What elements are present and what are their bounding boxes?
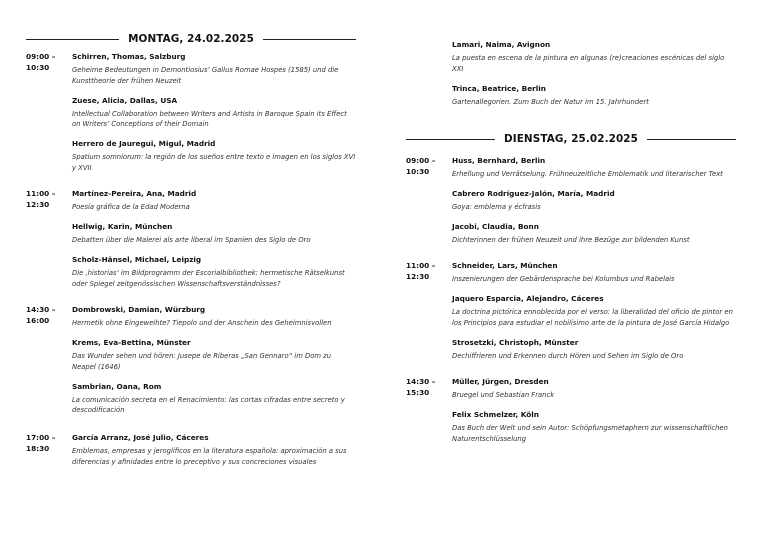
speaker-name: Scholz-Hänsel, Michael, Leipzig — [72, 255, 202, 264]
slot-time — [406, 377, 448, 398]
talk-entry — [452, 189, 736, 213]
slot-time — [406, 261, 448, 282]
talk-title: Poesía gráfica de la Edad Moderna — [72, 203, 190, 211]
talk-entry — [452, 338, 736, 362]
talk-title: La puesta en escena de la pintura en algunas (re)creaciones escénicas del siglo XXI — [452, 54, 725, 73]
talk-title: Das Wunder sehen und hören: Jusepe de Riberas „San Gennaro“ im Dom zu Neapel (1646) — [72, 352, 332, 371]
day-title: DIENSTAG, 25.02.2025 — [504, 133, 638, 145]
talk-entry — [72, 338, 356, 372]
talk-entry — [72, 222, 356, 246]
slot-time — [406, 156, 448, 177]
talk-entry — [72, 433, 356, 467]
time-start: 11:00 – — [406, 261, 436, 270]
talk-entry — [452, 84, 736, 108]
talk-entry — [72, 96, 356, 130]
talk-list — [72, 52, 356, 183]
time-end: 12:30 — [406, 271, 430, 281]
speaker-name: Strosetzki, Christoph, Münster — [452, 337, 579, 347]
talk-entry — [452, 261, 736, 285]
header-rule-right — [647, 139, 736, 140]
speaker-name: Zuese, Alicia, Dallas, USA — [72, 95, 178, 105]
talk-title: Die ‚historias‘ im Bildprogramm der Escorialbibliothek: hermetische Rätselkunst oder Spiegel zeitgenössischen Wissenschaftsverständnisses? — [72, 269, 345, 288]
talk-title: Debatten über die Malerei als arte liberal im Spanien des Siglo de Oro — [72, 236, 311, 244]
talk-entry — [452, 156, 736, 180]
speaker-name: Jaquero Esparcia, Alejandro, Cáceres — [452, 294, 604, 303]
header-rule-left — [26, 39, 119, 40]
speaker-name: Lamari, Naima, Avignon — [452, 40, 551, 49]
speaker-name: Martínez-Pereira, Ana, Madrid — [72, 189, 197, 198]
talk-title: Inszenierungen der Gebärdensprache bei Kolumbus und Rabelais — [452, 275, 675, 283]
speaker-name: Jacobi, Claudia, Bonn — [452, 222, 539, 231]
time-end: 15:30 — [406, 387, 430, 397]
talk-title: Emblemas, empresas y jeroglíficos en la literatura española: aproximación a sus diferencias y afinidades entre lo preceptivo y sus concreciones visuales — [72, 447, 347, 466]
speaker-name: Huss, Bernhard, Berlin — [452, 156, 546, 165]
speaker-name: Sambrian, Oana, Rom — [72, 381, 162, 391]
speaker-name: Dombrowski, Damian, Würzburg — [72, 305, 206, 314]
talk-title: Das Buch der Welt und sein Autor: Schöpfungsmetaphern zur wissenschaftlichen Naturentschlüsselung — [452, 424, 728, 443]
talk-entry — [452, 377, 736, 401]
talk-title: Hermetik ohne Eingeweihte? Tiepolo und der Anschein des Geheimnisvollen — [72, 319, 332, 327]
talk-entry — [452, 410, 736, 444]
talk-list — [72, 189, 356, 299]
talk-title: Dichterinnen der frühen Neuzeit und ihre Bezüge zur bildenden Kunst — [452, 236, 690, 244]
slot-time — [26, 52, 68, 73]
talk-entry — [452, 294, 736, 328]
slot-time — [26, 305, 68, 326]
speaker-name: Herrero de Jauregui, Migul, Madrid — [72, 139, 216, 148]
talk-entry — [72, 139, 356, 173]
speaker-name: Trinca, Beatrice, Berlin — [452, 83, 546, 93]
time-start: 09:00 – — [406, 156, 436, 165]
talk-list — [452, 261, 736, 371]
time-start: 14:30 – — [406, 377, 436, 386]
talk-title: Spatium somniorum: la región de los sueños entre texto e imagen en los siglos XVI y XVII — [72, 153, 356, 172]
talk-title: Bruegel und Sebastian Franck — [452, 391, 555, 399]
talk-title: La doctrina pictórica ennoblecida por el verso: la liberalidad del oficio de pintor en los Principios para estudiar el nobilísimo arte de la pintura de José García Hidalgo — [452, 308, 733, 327]
speaker-name: Schneider, Lars, München — [452, 261, 558, 270]
speaker-name: Müller, Jürgen, Dresden — [452, 377, 549, 386]
talk-title: Goya: emblema y écfrasis — [452, 203, 541, 211]
speaker-name: Schirren, Thomas, Salzburg — [72, 52, 186, 61]
talk-entry — [72, 305, 356, 329]
talk-title: Geheime Bedeutungen in Demontiosius’ Gallus Romae Hospes (1585) und die Kunsttheorie der frühen Neuzeit — [72, 66, 339, 85]
time-start: 11:00 – — [26, 189, 56, 198]
day-header-monday — [26, 32, 356, 46]
day-header-tuesday — [406, 132, 736, 146]
talk-entry — [452, 222, 736, 246]
time-end: 10:30 — [406, 166, 430, 176]
time-end: 10:30 — [26, 62, 50, 72]
time-start: 17:00 – — [26, 433, 56, 442]
slot-time — [26, 433, 68, 454]
day-title: MONTAG, 24.02.2025 — [128, 33, 254, 45]
talk-list — [72, 305, 356, 425]
speaker-name: García Arranz, José Julio, Cáceres — [72, 433, 209, 442]
slot-time — [26, 189, 68, 210]
talk-entry — [72, 255, 356, 289]
time-end: 18:30 — [26, 443, 50, 453]
talk-title: Dechiffrieren und Erkennen durch Hören und Sehen im Siglo de Oro — [452, 351, 684, 360]
header-rule-right — [263, 39, 356, 40]
time-start: 09:00 – — [26, 52, 56, 61]
time-start: 14:30 – — [26, 305, 56, 314]
talk-list — [452, 377, 736, 454]
speaker-name: Felix Schmelzer, Köln — [452, 410, 539, 419]
talk-entry — [452, 40, 736, 74]
speaker-name: Cabrero Rodríguez-Jalón, María, Madrid — [452, 189, 615, 198]
talk-entry — [72, 382, 356, 416]
talk-entry — [72, 189, 356, 213]
talk-list — [452, 40, 736, 117]
talk-title: Erhellung und Verrätselung. Frühneuzeitliche Emblematik und literarischer Text — [452, 170, 723, 178]
speaker-name: Krems, Eva-Bettina, Münster — [72, 338, 191, 347]
time-end: 16:00 — [26, 315, 50, 325]
header-rule-left — [406, 139, 495, 140]
talk-title: La comunicación secreta en el Renacimiento: las cortas cifradas entre secreto y descodificación — [72, 395, 345, 414]
talk-entry — [72, 52, 356, 86]
speaker-name: Hellwig, Karin, München — [72, 222, 173, 231]
talk-title: Gartenallegorien. Zum Buch der Natur im 15. Jahrhundert — [452, 97, 649, 106]
talk-title: Intellectual Collaboration between Writers and Artists in Baroque Spain its Effect on Writers’ Conceptions of their Domain — [72, 109, 347, 128]
talk-list — [452, 156, 736, 255]
time-end: 12:30 — [26, 199, 50, 209]
talk-list — [72, 433, 356, 477]
